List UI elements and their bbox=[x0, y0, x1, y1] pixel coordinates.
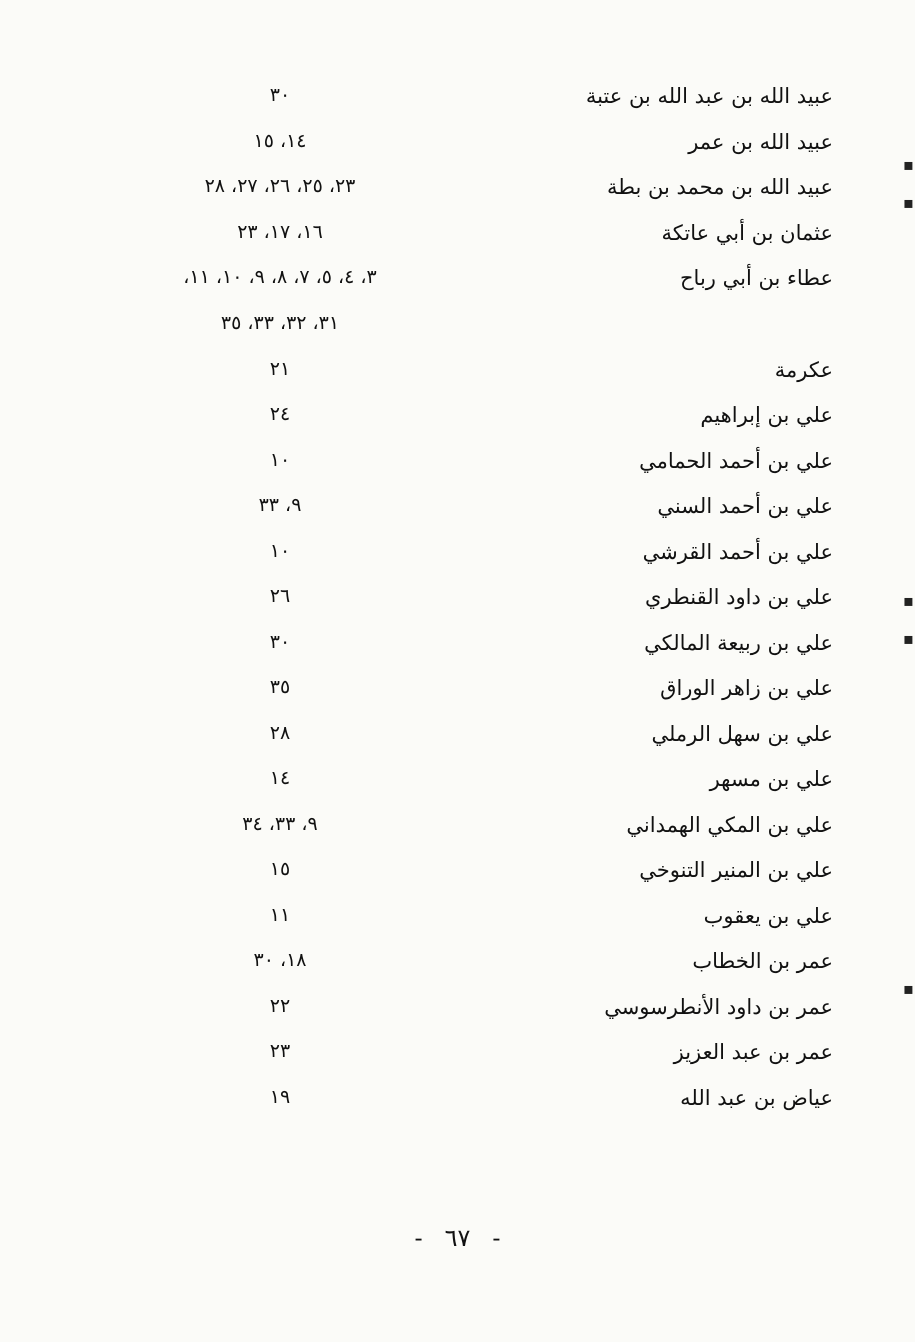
index-entry bbox=[0, 807, 915, 853]
page-number: ٦٧ bbox=[444, 1224, 471, 1252]
entry-pages: ٩، ٣٣ bbox=[258, 494, 302, 516]
binding-mark: ▪ bbox=[903, 591, 914, 610]
index-entry bbox=[0, 579, 915, 625]
entry-name: عبيد الله بن عمر bbox=[688, 129, 833, 154]
binding-mark: ▪ bbox=[903, 155, 914, 174]
entry-pages: ٢٣ bbox=[269, 1040, 291, 1062]
page-footer bbox=[0, 1224, 915, 1252]
entry-pages: ٣، ٤، ٥، ٧، ٨، ٩، ١٠، ١١، bbox=[183, 266, 377, 288]
entry-pages: ١٥ bbox=[269, 858, 291, 880]
entry-pages: ١٦، ١٧، ٢٣ bbox=[237, 220, 323, 243]
index-entry bbox=[0, 488, 915, 534]
entry-pages: ١٤، ١٥ bbox=[253, 129, 307, 152]
entry-name: عطاء بن أبي رباح bbox=[679, 266, 833, 290]
entry-pages: ١٨، ٣٠ bbox=[253, 949, 307, 971]
entry-pages: ٢٦ bbox=[269, 585, 291, 607]
index-entry bbox=[0, 397, 915, 443]
binding-mark: ▪ bbox=[903, 629, 914, 648]
footer-dash: - bbox=[492, 1224, 501, 1252]
entry-pages: ٢٢ bbox=[269, 994, 291, 1017]
index-entry bbox=[0, 625, 915, 671]
entry-name: عياض بن عبد الله bbox=[680, 1085, 833, 1110]
index-entry bbox=[0, 670, 915, 716]
index-entry bbox=[0, 1080, 915, 1126]
entry-name: علي بن أحمد السني bbox=[657, 494, 833, 518]
entry-name: علي بن ربيعة المالكي bbox=[644, 630, 833, 655]
entry-name: عمر بن عبد العزيز bbox=[673, 1040, 833, 1064]
index-entry bbox=[0, 716, 915, 762]
entry-name: علي بن زاهر الوراق bbox=[660, 676, 833, 700]
entry-pages: ٢٨ bbox=[269, 721, 291, 744]
footer-dash: - bbox=[414, 1224, 423, 1252]
entry-name: علي بن المنير التنوخي bbox=[639, 858, 833, 882]
index-entry bbox=[0, 169, 915, 215]
entry-name: علي بن إبراهيم bbox=[700, 403, 833, 427]
index-entry bbox=[0, 352, 915, 398]
index-entry bbox=[0, 443, 915, 489]
index-entry bbox=[0, 124, 915, 174]
entry-name: عكرمة bbox=[774, 357, 833, 382]
entry-pages: ٢٣، ٢٥، ٢٦، ٢٧، ٢٨ bbox=[204, 175, 356, 197]
entry-pages: ١٤ bbox=[269, 767, 291, 789]
entry-name: علي بن المكي الهمداني bbox=[626, 812, 833, 837]
entry-name: علي بن داود القنطري bbox=[645, 585, 833, 609]
entry-pages: ١٠ bbox=[269, 539, 291, 562]
entry-pages: ٢٤ bbox=[269, 403, 291, 425]
index-entry bbox=[0, 898, 915, 944]
entry-pages: ٩، ٣٣، ٣٤ bbox=[242, 812, 318, 835]
entry-name: عمر بن الخطاب bbox=[692, 949, 833, 973]
entry-name: علي بن أحمد القرشي bbox=[642, 539, 833, 564]
index-entry bbox=[0, 989, 915, 1035]
index-entry-continuation bbox=[0, 306, 915, 352]
index-entry bbox=[0, 761, 915, 807]
index-entries bbox=[0, 78, 915, 1125]
entry-pages: ٣١، ٣٢، ٣٣، ٣٥ bbox=[220, 311, 340, 334]
index-entry bbox=[0, 943, 915, 989]
entry-name: عبيد الله بن محمد بن بطة bbox=[606, 175, 833, 199]
entry-pages: ١٩ bbox=[269, 1085, 291, 1108]
entry-name: عمر بن داود الأنطرسوسي bbox=[604, 994, 833, 1019]
entry-name: عبيد الله بن عبد الله بن عتبة bbox=[585, 84, 833, 108]
index-entry bbox=[0, 1034, 915, 1080]
entry-pages: ١٠ bbox=[269, 448, 291, 471]
entry-name: علي بن أحمد الحمامي bbox=[639, 448, 833, 473]
index-entry bbox=[0, 534, 915, 580]
index-entry bbox=[0, 260, 915, 306]
entry-name: علي بن يعقوب bbox=[703, 903, 833, 928]
entry-pages: ٢١ bbox=[269, 357, 291, 380]
entry-name: عثمان بن أبي عاتكة bbox=[661, 220, 833, 245]
entry-name: علي بن سهل الرملي bbox=[651, 721, 833, 746]
entry-pages: ٣٠ bbox=[269, 630, 291, 653]
entry-pages: ١١ bbox=[269, 903, 291, 926]
entry-pages: ٣٥ bbox=[269, 676, 291, 698]
index-entry bbox=[0, 78, 915, 124]
entry-name: علي بن مسهر bbox=[709, 767, 833, 791]
binding-mark: ▪ bbox=[903, 193, 914, 212]
entry-pages: ٣٠ bbox=[269, 84, 291, 106]
binding-mark: ▪ bbox=[903, 979, 914, 998]
index-entry bbox=[0, 852, 915, 898]
index-entry bbox=[0, 215, 915, 261]
